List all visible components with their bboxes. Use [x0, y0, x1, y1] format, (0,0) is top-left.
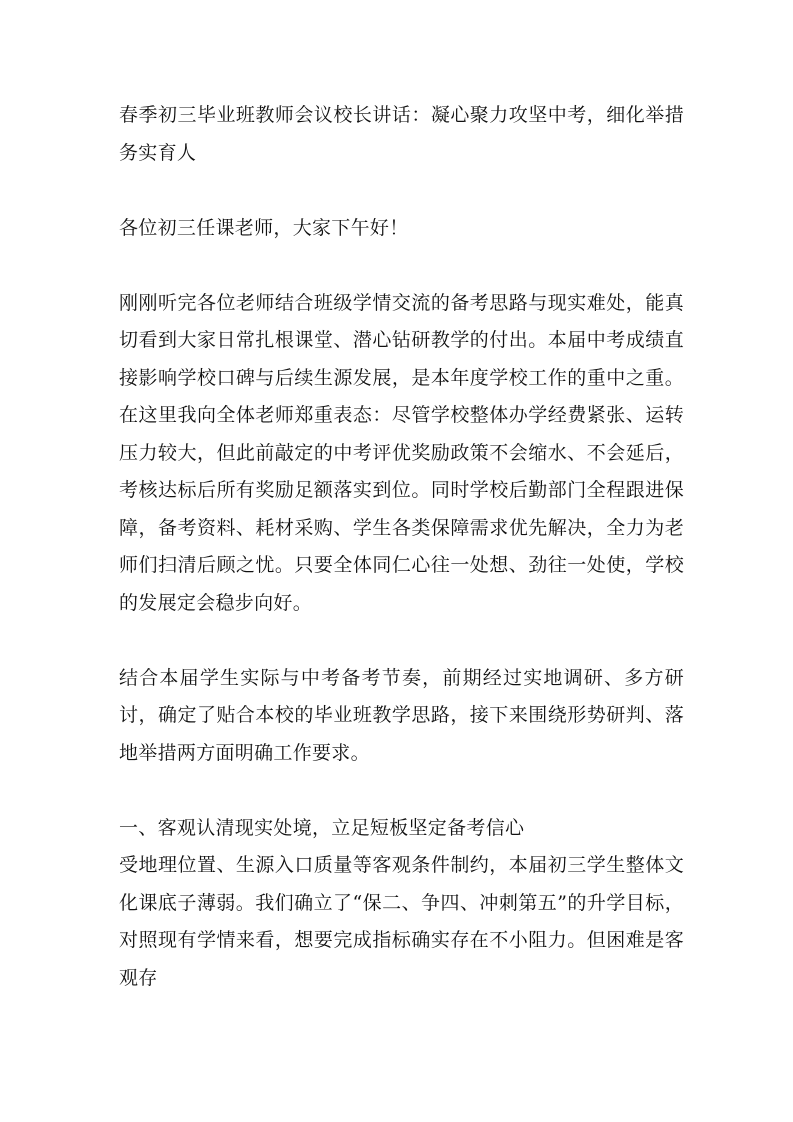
document-body [119, 97, 684, 997]
blank-line [119, 622, 684, 660]
greeting: 各位初三任课老师，大家下午好！ [119, 216, 409, 239]
document-title: 春季初三毕业班教师会议校长讲话：凝心聚力攻坚中考，细化举措务实育人 [119, 104, 684, 164]
section-1-heading: 一、客观认清现实处境，立足短板坚定备考信心 [119, 816, 525, 839]
blank-line [119, 172, 684, 210]
blank-line [119, 247, 684, 285]
paragraph-3: 受地理位置、生源入口质量等客观条件制约，本届初三学生整体文化课底子薄弱。我们确立了“保二、争四、冲刺第五”的升学目标，对照现有学情来看，想要完成指标确实存在不小阻力。但困难是客观存 [119, 854, 684, 989]
paragraph-1: 刚刚听完各位老师结合班级学情交流的备考思路与现实难处，能真切看到大家日常扎根课堂、潜心钻研教学的付出。本届中考成绩直接影响学校口碑与后续生源发展，是本年度学校工作的重中之重。在这里我向全体老师郑重表态：尽管学校整体办学经费紧张、运转压力较大，但此前敲定的中考评优奖励政策不会缩水、不会延后，考核达标后所有奖励足额落实到位。同时学校后勤部门全程跟进保障，备考资料、耗材采购、学生各类保障需求优先解决，全力为老师们扫清后顾之忧。只要全体同仁心往一处想、劲往一处使，学校的发展定会稳步向好。 [119, 291, 684, 614]
paragraph-2: 结合本届学生实际与中考备考节奏，前期经过实地调研、多方研讨，确定了贴合本校的毕业班教学思路，接下来围绕形势研判、落地举措两方面明确工作要求。 [119, 666, 684, 764]
blank-line [119, 772, 684, 810]
